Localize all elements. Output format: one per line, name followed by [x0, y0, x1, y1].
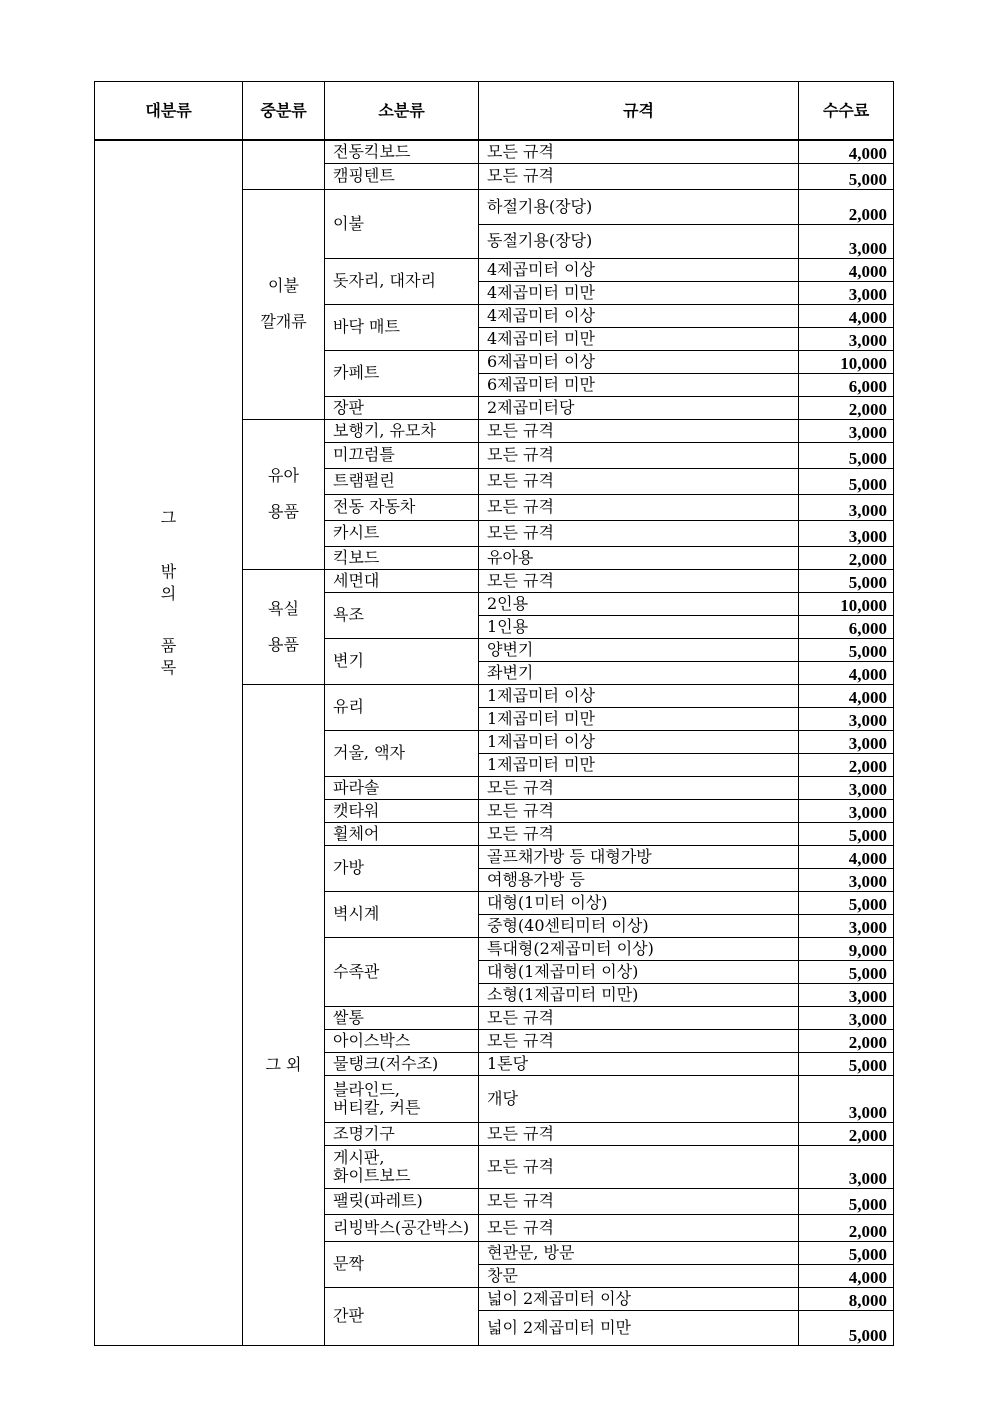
spec-cell: 넓이 2제곱미터 미만	[479, 1310, 799, 1345]
minor-category-text: 유리	[333, 697, 364, 716]
fee-cell: 5,000	[799, 1052, 894, 1075]
header-fee: 수수료	[799, 82, 894, 141]
minor-category-text: 게시판,	[333, 1147, 385, 1167]
fee-cell: 4,000	[799, 304, 894, 327]
header-spec: 규격	[479, 82, 799, 141]
fee-cell: 3,000	[799, 776, 894, 799]
minor-category-cell	[325, 304, 479, 350]
spec-cell: 양변기	[479, 638, 799, 661]
minor-category-text: 장판	[333, 397, 364, 417]
fee-cell: 3,000	[799, 868, 894, 891]
spec-cell: 동절기용(장당)	[479, 224, 799, 258]
fee-cell: 3,000	[799, 419, 894, 442]
spec-cell: 모든 규격	[479, 520, 799, 546]
minor-category-text: 파라솔	[333, 777, 380, 797]
minor-category-cell	[325, 799, 479, 822]
minor-category-text: 킥보드	[333, 547, 380, 567]
spec-cell: 4제곱미터 미만	[479, 327, 799, 350]
spec-cell: 모든 규격	[479, 494, 799, 520]
spec-cell: 모든 규격	[479, 1122, 799, 1145]
spec-cell: 창문	[479, 1264, 799, 1287]
spec-cell: 1제곱미터 이상	[479, 730, 799, 753]
minor-category-text: 변기	[333, 651, 364, 670]
fee-cell: 3,000	[799, 1075, 894, 1122]
minor-category-text: 카시트	[333, 523, 380, 542]
fee-cell: 3,000	[799, 730, 894, 753]
minor-category-text: 캠핑텐트	[333, 166, 395, 185]
table-row	[95, 140, 894, 163]
fee-cell: 3,000	[799, 494, 894, 520]
fee-cell: 9,000	[799, 937, 894, 960]
middle-category-line: 용품	[268, 502, 299, 521]
fee-cell: 3,000	[799, 707, 894, 730]
spec-cell: 6제곱미터 이상	[479, 350, 799, 373]
fee-cell: 2,000	[799, 1029, 894, 1052]
spec-cell: 1톤당	[479, 1052, 799, 1075]
spec-cell: 모든 규격	[479, 442, 799, 468]
fee-cell: 3,000	[799, 224, 894, 258]
minor-category-text: 수족관	[333, 961, 380, 981]
fee-cell: 4,000	[799, 661, 894, 684]
spec-cell: 중형(40센티미터 이상)	[479, 914, 799, 937]
minor-category-cell	[325, 1145, 479, 1188]
spec-cell: 6제곱미터 미만	[479, 373, 799, 396]
minor-category-cell	[325, 684, 479, 730]
spec-cell: 특대형(2제곱미터 이상)	[479, 937, 799, 960]
minor-category-text: 돗자리, 대자리	[333, 271, 436, 290]
minor-category-text: 벽시계	[333, 904, 380, 923]
minor-category-cell	[325, 730, 479, 776]
middle-category-baby	[243, 419, 325, 569]
minor-category-text: 문짝	[333, 1254, 364, 1273]
spec-cell: 모든 규격	[479, 1188, 799, 1214]
minor-category-cell	[325, 468, 479, 494]
spec-cell: 모든 규격	[479, 419, 799, 442]
minor-category-text: 거울, 액자	[333, 743, 405, 762]
fee-cell: 4,000	[799, 684, 894, 707]
fee-cell: 2,000	[799, 396, 894, 419]
fee-cell: 8,000	[799, 1287, 894, 1310]
minor-category-text: 휠체어	[333, 823, 380, 843]
spec-cell: 모든 규격	[479, 1145, 799, 1188]
spec-cell: 소형(1제곱미터 미만)	[479, 983, 799, 1006]
minor-category-cell	[325, 163, 479, 189]
minor-category-cell	[325, 845, 479, 891]
major-category-char: 의	[160, 583, 177, 603]
minor-category-cell	[325, 1006, 479, 1029]
middle-category-line: 유아	[268, 466, 299, 485]
spec-cell: 유아용	[479, 546, 799, 569]
fee-cell: 5,000	[799, 569, 894, 592]
fee-cell: 5,000	[799, 442, 894, 468]
minor-category-text: 화이트보드	[333, 1165, 411, 1185]
spec-cell: 모든 규격	[479, 1029, 799, 1052]
fee-cell: 10,000	[799, 592, 894, 615]
fee-cell: 4,000	[799, 1264, 894, 1287]
minor-category-text: 카페트	[333, 363, 380, 382]
minor-category-text: 트램펄린	[333, 471, 395, 490]
minor-category-text: 이불	[333, 213, 364, 233]
header-major: 대분류	[95, 82, 243, 141]
spec-cell: 대형(1제곱미터 이상)	[479, 960, 799, 983]
fee-cell: 5,000	[799, 1188, 894, 1214]
minor-category-cell	[325, 189, 479, 258]
spec-cell: 4제곱미터 이상	[479, 304, 799, 327]
minor-category-cell	[325, 937, 479, 1006]
header-middle: 중분류	[243, 82, 325, 141]
minor-category-cell	[325, 520, 479, 546]
spec-cell: 1제곱미터 이상	[479, 684, 799, 707]
fee-cell: 4,000	[799, 140, 894, 163]
major-category-char: 품	[160, 635, 177, 655]
minor-category-text: 조명기구	[333, 1123, 395, 1143]
minor-category-text: 팰릿(파레트)	[333, 1191, 423, 1210]
fee-cell: 5,000	[799, 638, 894, 661]
header-row	[95, 82, 894, 141]
spec-cell: 모든 규격	[479, 1006, 799, 1029]
minor-category-cell	[325, 258, 479, 304]
middle-category-line: 용품	[268, 634, 299, 654]
minor-category-cell	[325, 396, 479, 419]
minor-category-text: 블라인드,	[333, 1079, 400, 1099]
minor-category-text: 욕조	[333, 605, 364, 624]
header-minor: 소분류	[325, 82, 479, 141]
middle-category-line: 그 외	[265, 1054, 302, 1074]
spec-cell: 개당	[479, 1075, 799, 1122]
minor-category-cell	[325, 350, 479, 396]
minor-category-cell	[325, 569, 479, 592]
minor-category-text: 버티칼, 커튼	[333, 1097, 421, 1117]
minor-category-cell	[325, 1188, 479, 1214]
minor-category-text: 미끄럼틀	[333, 445, 395, 464]
middle-category-line: 깔개류	[260, 312, 307, 331]
spec-cell: 모든 규격	[479, 799, 799, 822]
minor-category-cell	[325, 442, 479, 468]
spec-cell: 대형(1미터 이상)	[479, 891, 799, 914]
minor-category-cell	[325, 1075, 479, 1122]
fee-cell: 3,000	[799, 799, 894, 822]
middle-category-line: 욕실	[268, 598, 299, 618]
fee-cell: 5,000	[799, 1310, 894, 1345]
minor-category-cell	[325, 546, 479, 569]
fee-cell: 3,000	[799, 1145, 894, 1188]
minor-category-text: 가방	[333, 858, 364, 877]
fee-cell: 5,000	[799, 960, 894, 983]
middle-category-empty	[243, 140, 325, 189]
minor-category-cell	[325, 419, 479, 442]
spec-cell: 모든 규격	[479, 569, 799, 592]
spec-cell: 1인용	[479, 615, 799, 638]
minor-category-text: 캣타워	[333, 800, 380, 820]
spec-cell: 4제곱미터 미만	[479, 281, 799, 304]
spec-cell: 좌변기	[479, 661, 799, 684]
fee-cell: 2,000	[799, 189, 894, 224]
minor-category-text: 전동 자동차	[333, 497, 416, 516]
minor-category-cell	[325, 1241, 479, 1287]
fee-cell: 2,000	[799, 1122, 894, 1145]
minor-category-text: 전동킥보드	[333, 141, 411, 161]
fee-cell: 3,000	[799, 914, 894, 937]
fee-cell: 5,000	[799, 468, 894, 494]
minor-category-text: 보행기, 유모차	[333, 420, 436, 440]
minor-category-text: 간판	[333, 1306, 364, 1325]
fee-cell: 4,000	[799, 258, 894, 281]
minor-category-cell	[325, 822, 479, 845]
spec-cell: 2제곱미터당	[479, 396, 799, 419]
fee-cell: 5,000	[799, 891, 894, 914]
spec-cell: 모든 규격	[479, 776, 799, 799]
major-category-cell	[95, 140, 243, 1345]
minor-category-text: 세면대	[333, 570, 380, 590]
fee-cell: 3,000	[799, 983, 894, 1006]
fee-cell: 2,000	[799, 546, 894, 569]
minor-category-cell	[325, 776, 479, 799]
minor-category-text: 리빙박스(공간박스)	[333, 1217, 470, 1237]
middle-category-bath	[243, 569, 325, 684]
fee-cell: 3,000	[799, 1006, 894, 1029]
spec-cell: 모든 규격	[479, 163, 799, 189]
spec-cell: 모든 규격	[479, 140, 799, 163]
fee-cell: 3,000	[799, 327, 894, 350]
minor-category-cell	[325, 1029, 479, 1052]
fee-cell: 2,000	[799, 753, 894, 776]
spec-cell: 2인용	[479, 592, 799, 615]
spec-cell: 현관문, 방문	[479, 1241, 799, 1264]
fee-cell: 5,000	[799, 822, 894, 845]
spec-cell: 여행용가방 등	[479, 868, 799, 891]
fee-cell: 3,000	[799, 520, 894, 546]
minor-category-cell	[325, 638, 479, 684]
fee-table	[94, 81, 894, 1346]
minor-category-text: 물탱크(저수조)	[333, 1053, 439, 1073]
minor-category-text: 아이스박스	[333, 1030, 411, 1050]
minor-category-text: 바닥 매트	[333, 317, 400, 336]
fee-cell: 5,000	[799, 1241, 894, 1264]
fee-cell: 4,000	[799, 845, 894, 868]
fee-cell: 5,000	[799, 163, 894, 189]
major-category-char: 그	[160, 507, 177, 527]
fee-cell: 10,000	[799, 350, 894, 373]
major-category-char: 목	[160, 657, 177, 677]
minor-category-cell	[325, 1287, 479, 1345]
spec-cell: 하절기용(장당)	[479, 189, 799, 224]
fee-cell: 6,000	[799, 615, 894, 638]
spec-cell: 1제곱미터 미만	[479, 707, 799, 730]
minor-category-cell	[325, 1122, 479, 1145]
minor-category-cell	[325, 891, 479, 937]
spec-cell: 넓이 2제곱미터 이상	[479, 1287, 799, 1310]
middle-category-line: 이불	[268, 276, 299, 295]
spec-cell: 모든 규격	[479, 822, 799, 845]
middle-category-other	[243, 684, 325, 1345]
spec-cell: 모든 규격	[479, 1214, 799, 1241]
fee-cell: 6,000	[799, 373, 894, 396]
minor-category-cell	[325, 494, 479, 520]
fee-cell: 2,000	[799, 1214, 894, 1241]
spec-cell: 모든 규격	[479, 468, 799, 494]
fee-cell: 3,000	[799, 281, 894, 304]
minor-category-cell	[325, 1214, 479, 1241]
minor-category-cell	[325, 1052, 479, 1075]
spec-cell: 골프채가방 등 대형가방	[479, 845, 799, 868]
minor-category-text: 쌀통	[333, 1007, 364, 1027]
major-category-char: 밖	[160, 561, 177, 581]
spec-cell: 4제곱미터 이상	[479, 258, 799, 281]
minor-category-cell	[325, 592, 479, 638]
spec-cell: 1제곱미터 미만	[479, 753, 799, 776]
minor-category-cell	[325, 140, 479, 163]
middle-category-bedding	[243, 189, 325, 419]
